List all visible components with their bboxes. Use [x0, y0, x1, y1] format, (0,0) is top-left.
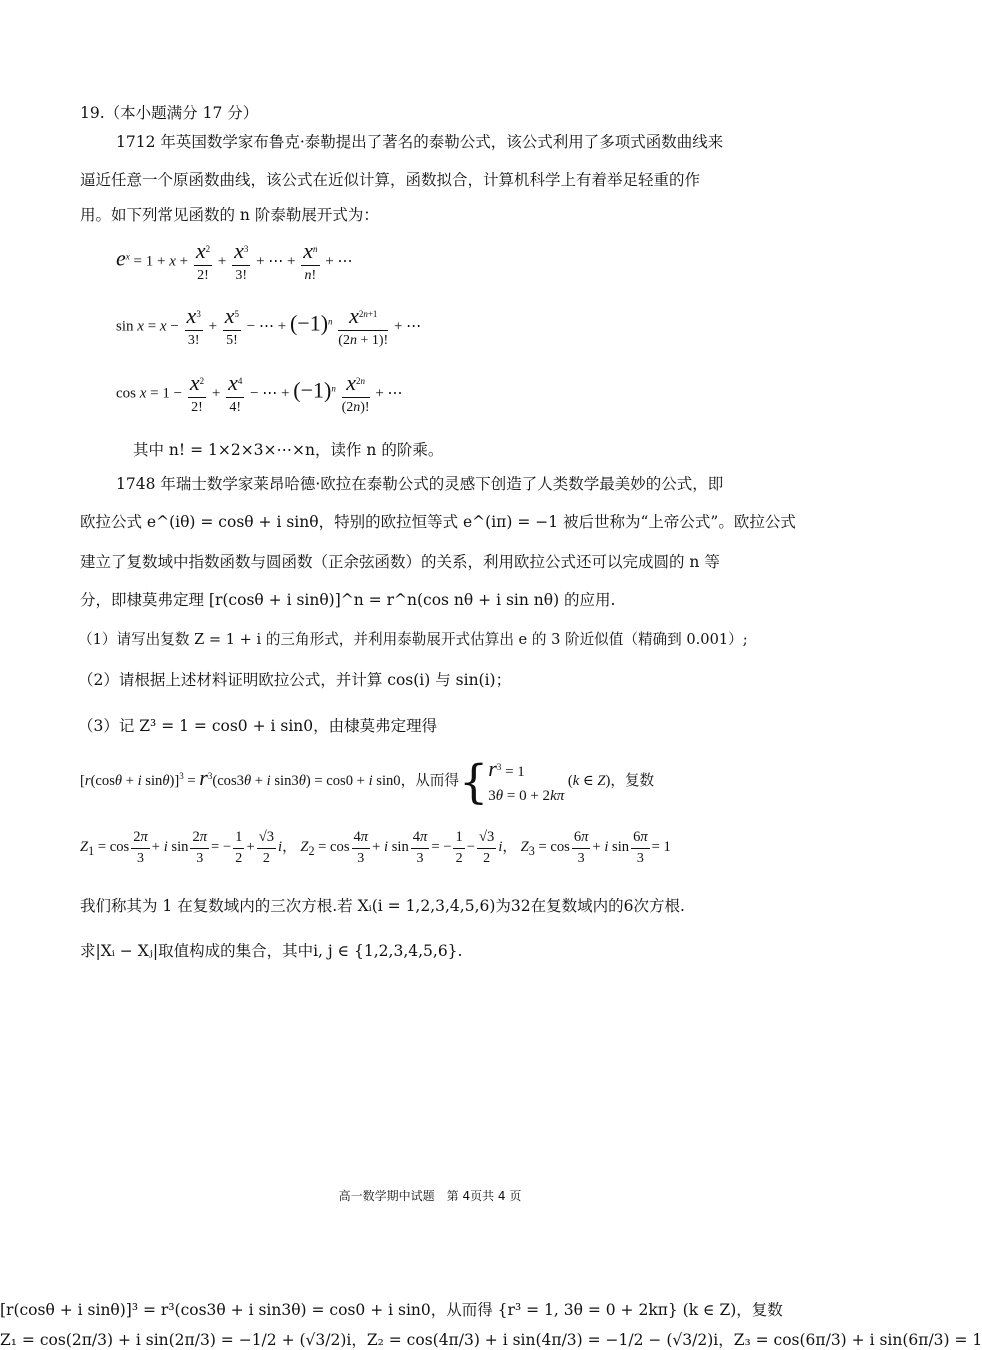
euler-line-4: 分，即棣莫弗定理 [r(cosθ + i sinθ)]^n = r^n(cos nθ + i sin nθ) 的应用.: [80, 591, 616, 609]
intro-line-1: 1712 年英国数学家布鲁克·泰勒提出了著名的泰勒公式，该公式利用了多项式函数曲线来: [116, 133, 724, 151]
demoivre-derivation: [r(cosθ + i $\sin\theta)]^3 = r^3(\cos 3\theta + i$ sin3θ) = cos0 + i sin0，从而得{$r^3 = 1$ 3θ = 0 + 2kπ (k ∈ Z)，复数: [80, 754, 655, 809]
question-3-intro: （3）记 Z³ = 1 = cos0 + i sin0，由棣莫弗定理得: [78, 717, 438, 735]
euler-line-2: 欧拉公式 e^(iθ) = cosθ + i sinθ，特别的欧拉恒等式 e^(iπ) = −1 被后世称为“上帝公式”。欧拉公式: [80, 513, 796, 531]
question-2: （2）请根据上述材料证明欧拉公式，并计算 cos(i) 与 sin(i)；: [78, 671, 512, 689]
euler-line-3: 建立了复数域中指数函数与圆函数（正余弦函数）的关系，利用欧拉公式还可以完成圆的 n 等: [80, 553, 720, 571]
cube-roots-text: Z₁ = cos(2π/3) + i sin(2π/3) = −1/2 + (√3/2)i，Z₂ = cos(4π/3) + i sin(4π/3) = −1/2 − (√3/2)i，Z₃ = cos(6π/3) + i sin(6π/3) = 1: [0, 1331, 982, 1349]
intro-line-2: 逼近任意一个原函数曲线，该公式在近似计算，函数拟合，计算机科学上有着举足轻重的作: [80, 171, 701, 189]
sixth-roots-statement: 我们称其为 1 在复数域内的三次方根.若 Xᵢ(i = 1,2,3,4,5,6)为32在复数域内的6次方根.: [80, 897, 685, 915]
intro-line-3: 用。如下列常见函数的 n 阶泰勒展开式为：: [80, 206, 379, 224]
problem-header: 19.（本小题满分 17 分）: [80, 104, 259, 122]
taylor-sin-formula: sin x = x − $\frac{x^3}{3!}$ + $\frac{x^5}{5!}$ − ⋯ + $(-1)^n$ $\frac{x^{2n+1}}{(2n + 1)!}$ + ⋯: [116, 303, 422, 348]
demoivre-text: [r(cosθ + i sinθ)]³ = r³(cos3θ + i sin3θ) = cos0 + i sin0，从而得 {r³ = 1, 3θ = 0 + 2kπ} (k ∈ Z)，复数: [0, 1301, 783, 1319]
taylor-exp-formula: $e^x = 1 + x$ + $\frac{x^2}{2!}$ + $\frac{x^3}{3!}$ + ⋯ + $\frac{x^n}{n!}$ + ⋯: [116, 238, 353, 283]
question-1: （1）请写出复数 Z = 1 + i 的三角形式，并利用泰勒展开式估算出 e 的 3 阶近似值（精确到 0.001）;: [78, 631, 748, 648]
taylor-cos-formula: cos x = 1 − $\frac{x^2}{2!}$ + $\frac{x^4}{4!}$ − ⋯ + $(-1)^n$ $\frac{x^{2n}}{(2n)!}$ + ⋯: [116, 370, 403, 415]
set-question: 求|Xᵢ − Xⱼ|取值构成的集合，其中i, j ∈ {1,2,3,4,5,6}.: [80, 942, 463, 960]
euler-line-1: 1748 年瑞士数学家莱昂哈德·欧拉在泰勒公式的灵感下创造了人类数学最美妙的公式，即: [116, 475, 724, 493]
page-footer: 高一数学期中试题 第 4页共 4 页: [338, 1189, 522, 1203]
cube-roots-formula: $Z_1 = \cos$ $\frac{2\pi}{3}$ + i sin $\frac{2\pi}{3}$ = − $\frac{1}{2}$ + $\frac{√3}{2}$ i， $Z_2 = \cos$ $\frac{4\pi}{3}$ + i sin $\frac{4\pi}{3}$ = − $\frac{1}{2}$ − $\frac{√3}{2}$ i， $Z_3 = \cos$ $\frac{6\pi}{3}$ + i sin $\frac{6\pi}{3}$ = 1: [80, 826, 671, 869]
factorial-definition: 其中 n! = 1×2×3×⋯×n，读作 n 的阶乘。: [133, 441, 444, 459]
